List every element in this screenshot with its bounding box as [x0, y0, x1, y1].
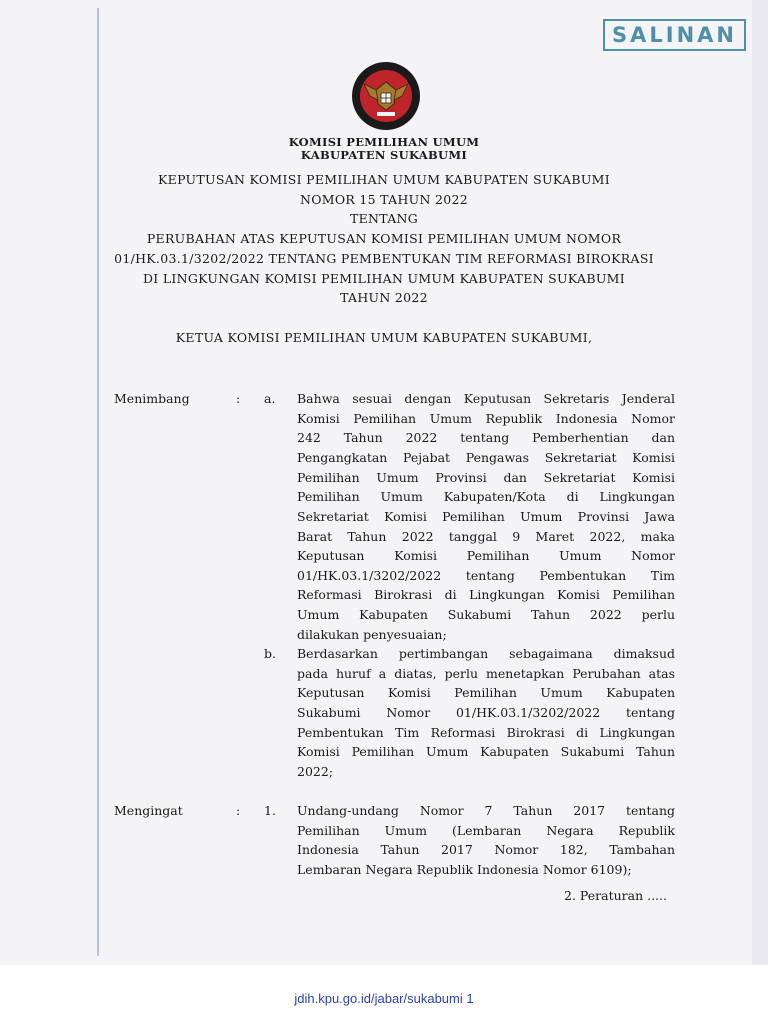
clause-line: Keputusan Komisi Pemilihan Umum Nomor — [297, 548, 675, 563]
salinan-stamp: SALINAN — [603, 19, 746, 51]
item-marker: b. — [264, 646, 276, 661]
clause-line: Pengangkatan Pejabat Pengawas Sekretariat Komisi — [297, 450, 675, 465]
institution-name: KOMISI PEMILIHAN UMUM — [288, 135, 480, 149]
clause-line: pada huruf a diatas, perlu menetapkan Perubahan atas — [297, 666, 675, 681]
clause-line: dilakukan penyesuaian; — [297, 627, 447, 642]
institution-region: KABUPATEN SUKABUMI — [300, 148, 468, 162]
clause-line: Sekretariat Komisi Pemilihan Umum Provinsi Jawa — [297, 509, 675, 524]
menimbang-label: Menimbang — [114, 391, 190, 406]
menimbang-colon: : — [236, 391, 241, 406]
clause-line: Lembaran Negara Republik Indonesia Nomor 6109); — [297, 862, 632, 877]
clause-line: Barat Tahun 2022 tanggal 9 Maret 2022, maka — [297, 529, 675, 544]
clause-line: Indonesia Tahun 2017 Nomor 182, Tambahan — [297, 842, 675, 857]
chair-heading: KETUA KOMISI PEMILIHAN UMUM KABUPATEN SUKABUMI, — [175, 330, 593, 345]
clause-line: Komisi Pemilihan Umum Kabupaten Sukabumi Tahun — [297, 744, 675, 759]
clause-line: Pemilihan Umum Kabupaten/Kota di Lingkungan — [297, 489, 675, 504]
continuation-note: 2. Peraturan ..... — [564, 888, 667, 903]
decree-subject-line: 01/HK.03.1/3202/2022 TENTANG PEMBENTUKAN TIM REFORMASI BIROKRASI — [114, 251, 654, 266]
decree-year: TAHUN 2022 — [340, 290, 428, 305]
footer-source-link[interactable]: jdih.kpu.go.id/jabar/sukabumi 1 — [294, 991, 474, 1006]
clause-line: Reformasi Birokrasi di Lingkungan Komisi Pemilihan — [297, 587, 675, 602]
clause-line: Undang-undang Nomor 7 Tahun 2017 tentang — [297, 803, 675, 818]
clause-line: Sukabumi Nomor 01/HK.03.1/3202/2022 tentang — [297, 705, 675, 720]
clause-line: Komisi Pemilihan Umum Republik Indonesia Nomor — [297, 411, 675, 426]
decree-subject-line: DI LINGKUNGAN KOMISI PEMILIHAN UMUM KABUPATEN SUKABUMI — [142, 271, 625, 286]
clause-line: Berdasarkan pertimbangan sebagaimana dimaksud — [297, 646, 675, 661]
decree-subject-line: PERUBAHAN ATAS KEPUTUSAN KOMISI PEMILIHAN UMUM NOMOR — [146, 231, 622, 246]
clause-line: 2022; — [297, 764, 334, 779]
clause-line: Bahwa sesuai dengan Keputusan Sekretaris Jenderal — [297, 391, 675, 406]
decree-number: NOMOR 15 TAHUN 2022 — [299, 192, 469, 207]
mengingat-label: Mengingat — [114, 803, 183, 818]
decree-about: TENTANG — [349, 211, 419, 226]
clause-line: 01/HK.03.1/3202/2022 tentang Pembentukan Tim — [297, 568, 675, 583]
clause-line: Pemilihan Umum Provinsi dan Sekretariat Komisi — [297, 470, 675, 485]
item-marker: a. — [264, 391, 276, 406]
clause-line: 242 Tahun 2022 tentang Pemberhentian dan — [297, 430, 675, 445]
item-marker: 1. — [264, 803, 276, 818]
decree-title-line: KEPUTUSAN KOMISI PEMILIHAN UMUM KABUPATEN SUKABUMI — [158, 172, 610, 187]
clause-line: Pembentukan Tim Reformasi Birokrasi di Lingkungan — [297, 725, 675, 740]
clause-line: Keputusan Komisi Pemilihan Umum Kabupaten — [297, 685, 675, 700]
mengingat-colon: : — [236, 803, 241, 818]
kpu-logo-icon — [350, 60, 422, 132]
clause-line: Umum Kabupaten Sukabumi Tahun 2022 perlu — [297, 607, 675, 622]
clause-line: Pemilihan Umum (Lembaran Negara Republik — [297, 823, 675, 838]
